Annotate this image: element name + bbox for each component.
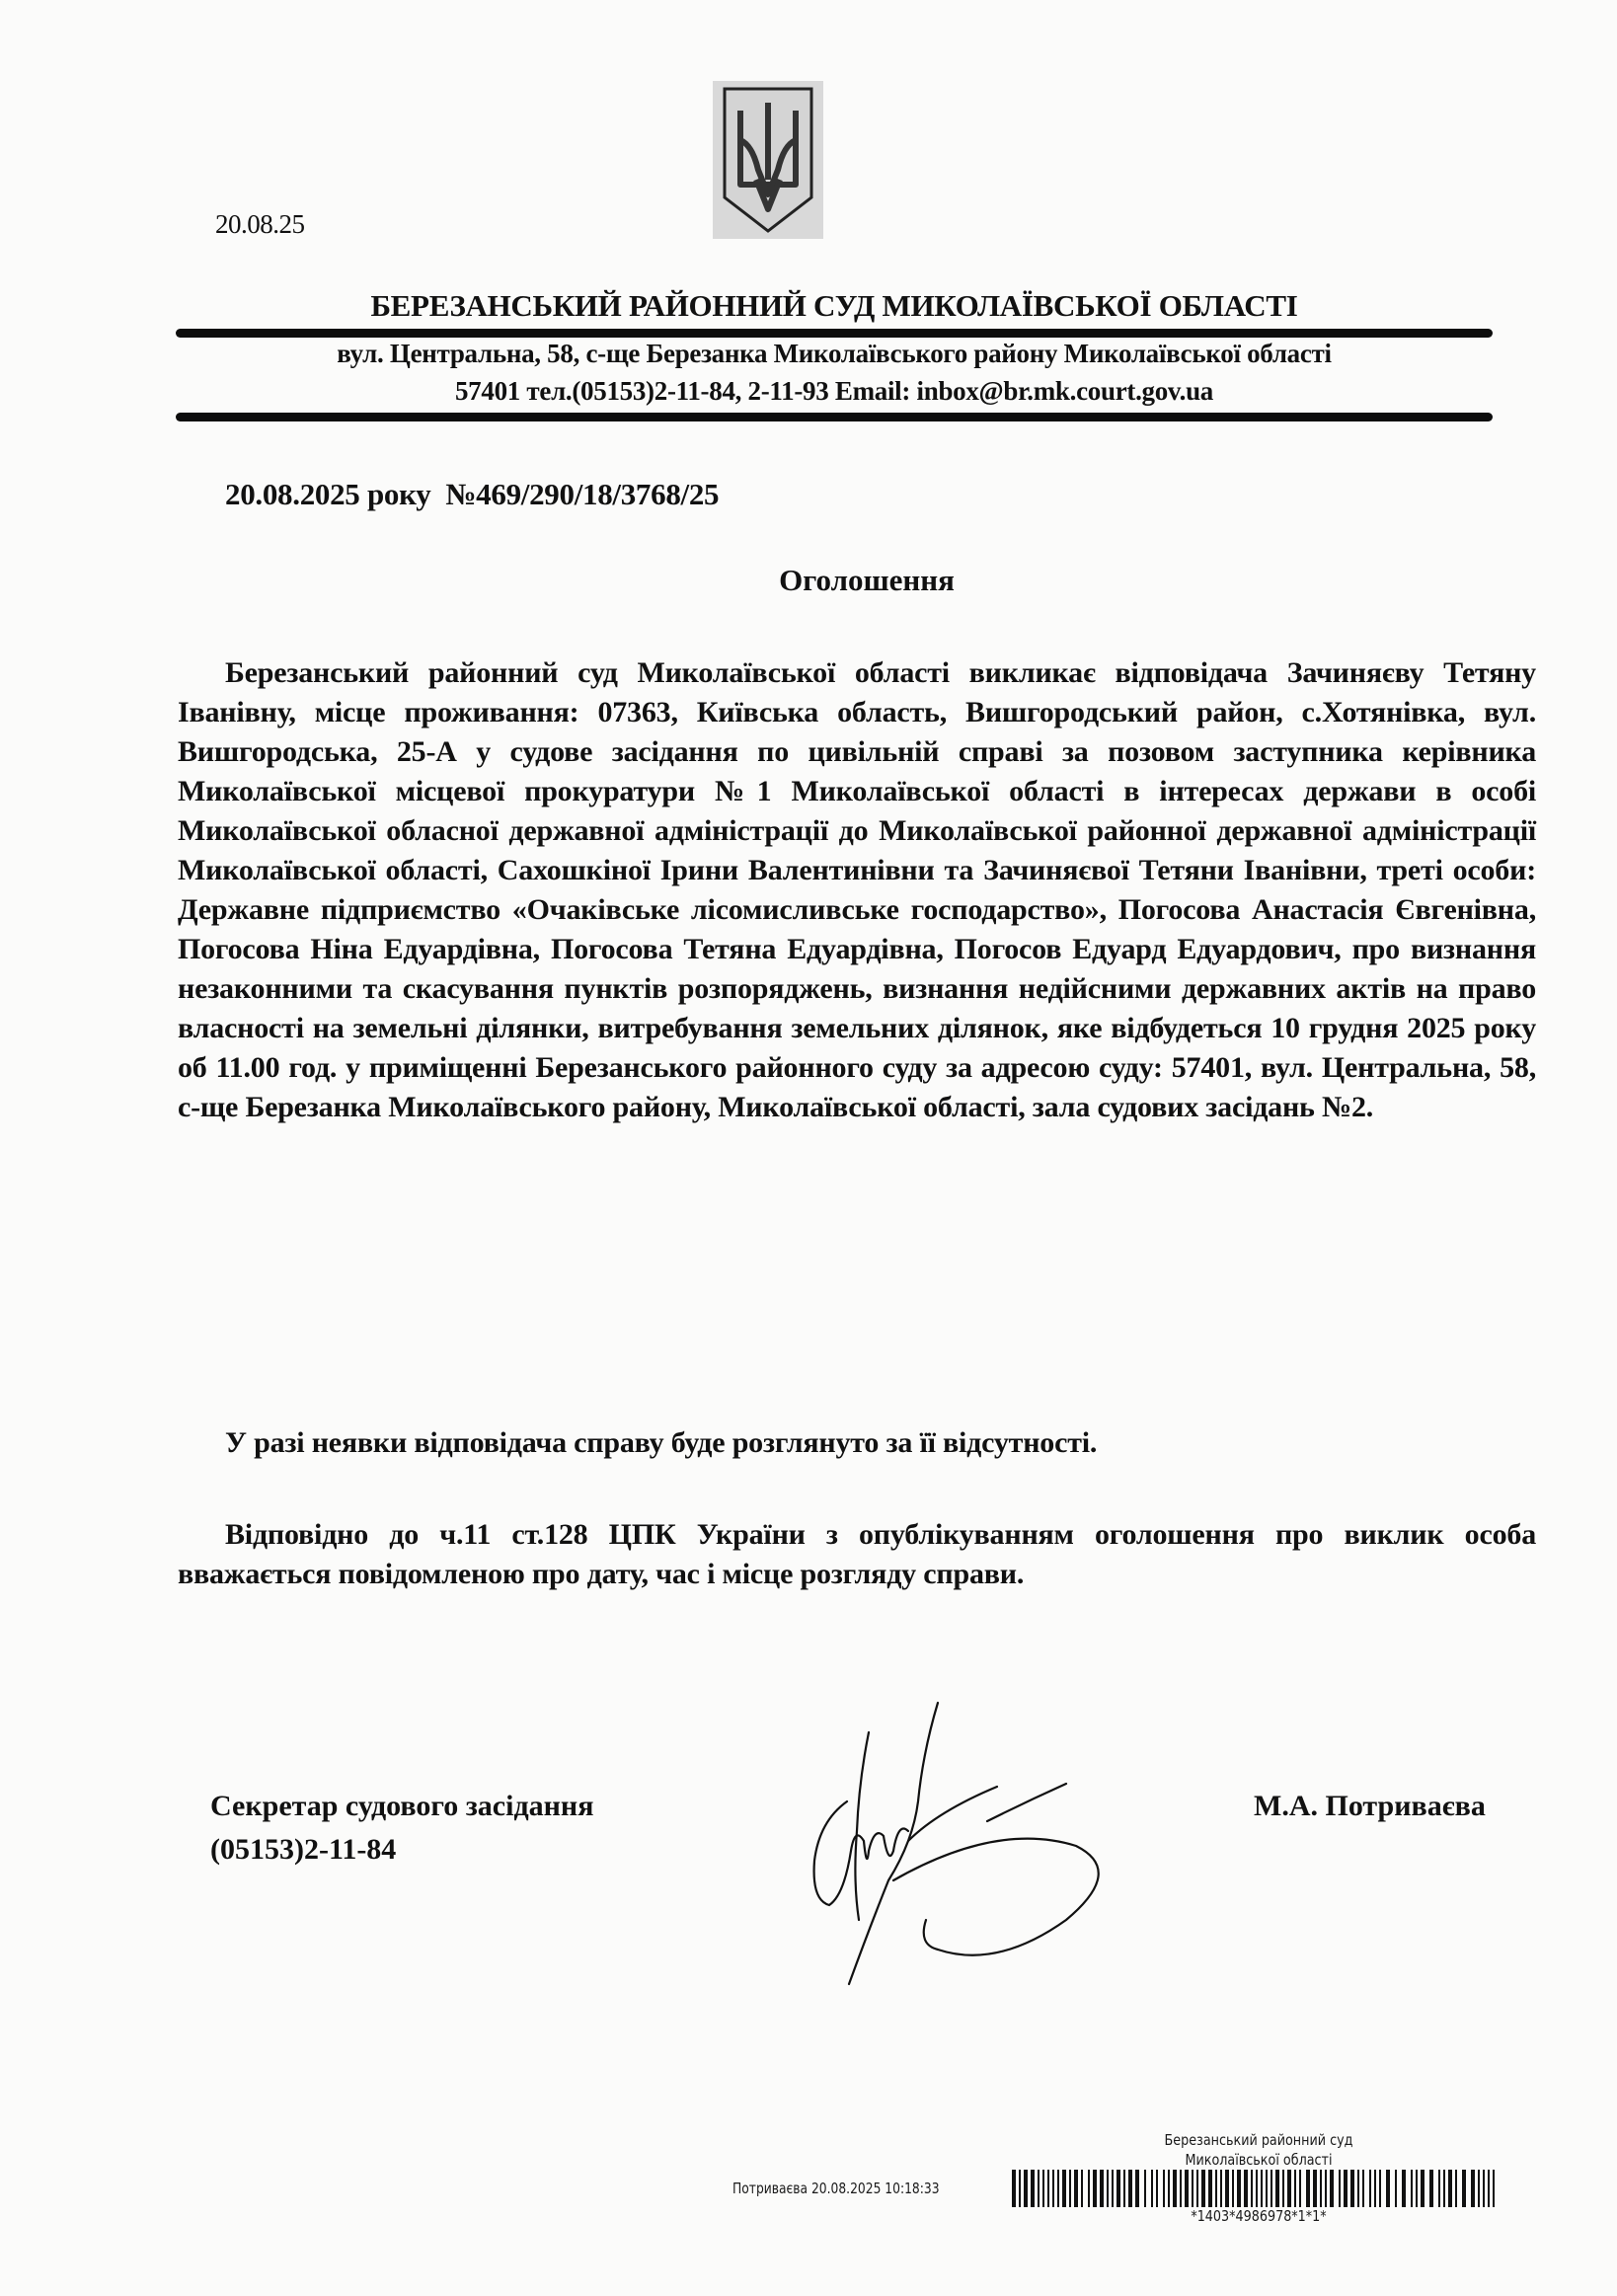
barcode-bar — [1116, 2170, 1120, 2207]
ukraine-coat-of-arms-icon — [713, 81, 823, 239]
barcode-bar — [1299, 2170, 1301, 2207]
barcode-bar — [1081, 2170, 1083, 2207]
barcode-bar — [1483, 2170, 1485, 2207]
short-date: 20.08.25 — [215, 209, 305, 239]
stamp-org-line-1: Березанський районний суд — [1164, 2131, 1353, 2149]
barcode-bar — [1429, 2170, 1433, 2207]
barcode-bar — [1074, 2170, 1078, 2207]
barcode-bar — [1093, 2170, 1097, 2207]
barcode-bar — [1471, 2170, 1475, 2207]
barcode-bar — [1168, 2170, 1170, 2207]
barcode-icon — [1012, 2170, 1503, 2207]
barcode-bar — [1173, 2170, 1177, 2207]
barcode-bar — [1031, 2170, 1035, 2207]
barcode-bar — [1185, 2170, 1189, 2207]
barcode-bar — [1287, 2170, 1291, 2207]
barcode-bar — [1135, 2170, 1139, 2207]
barcode-bar — [1057, 2170, 1059, 2207]
barcode-bar — [1266, 2170, 1268, 2207]
registration-number: №469/290/18/3768/25 — [445, 477, 720, 511]
barcode-bar — [1270, 2170, 1272, 2207]
header-divider-bottom — [176, 413, 1493, 421]
barcode-bar — [1251, 2170, 1253, 2207]
barcode-bar — [1294, 2170, 1296, 2207]
header-divider-top — [176, 329, 1493, 338]
signatory-phone: (05153)2-11-84 — [210, 1833, 397, 1866]
barcode-bar — [1019, 2170, 1021, 2207]
signatory-role-block — [210, 1785, 593, 1872]
barcode-bar — [1374, 2170, 1376, 2207]
barcode-bar — [1402, 2170, 1406, 2207]
barcode-bar — [1088, 2170, 1090, 2207]
barcode-bar — [1362, 2170, 1364, 2207]
barcode-bar — [1313, 2170, 1317, 2207]
barcode-bar — [1052, 2170, 1054, 2207]
barcode-bar — [1069, 2170, 1071, 2207]
barcode-bar — [1462, 2170, 1466, 2207]
barcode-bar — [1024, 2170, 1028, 2207]
barcode-bar — [1455, 2170, 1457, 2207]
barcode-bar — [1493, 2170, 1495, 2207]
court-address: вул. Центральна, 58, с-ще Березанка Миколаївського району Миколаївської області — [337, 339, 1332, 368]
barcode-bar — [1443, 2170, 1445, 2207]
barcode-bar — [1357, 2170, 1359, 2207]
barcode-bar — [1112, 2170, 1114, 2207]
barcode-bar — [1261, 2170, 1263, 2207]
barcode-bar — [1395, 2170, 1397, 2207]
barcode-bar — [1416, 2170, 1418, 2207]
stamp-org-line-2: Миколаївської області — [1185, 2151, 1333, 2169]
barcode-bar — [1325, 2170, 1327, 2207]
barcode-bar — [1421, 2170, 1424, 2207]
barcode-bar — [1369, 2170, 1371, 2207]
registration-line — [225, 477, 719, 512]
court-contacts: 57401 тел.(05153)2-11-84, 2-11-93 Email: inbox@br.mk.court.gov.ua — [454, 376, 1214, 406]
barcode-bar — [1344, 2170, 1348, 2207]
body-paragraph-absence: У разі неявки відповідача справу буде розглянуто за її відсутності. — [225, 1426, 1098, 1459]
barcode-bar — [1350, 2170, 1354, 2207]
barcode-bar — [1256, 2170, 1258, 2207]
barcode-bar — [1012, 2170, 1016, 2207]
barcode-bar — [1448, 2170, 1452, 2207]
document-title: Оголошення — [779, 563, 955, 597]
barcode-bar — [1232, 2170, 1234, 2207]
barcode-bar — [1047, 2170, 1049, 2207]
barcode-bar — [1330, 2170, 1334, 2207]
body-paragraph-summons: Березанський районний суд Миколаївської області викликає відповідача Зачиняєву Тетяну Іванівну, місце проживання: 07363, Київська область, Вишгородський район, с.Хотянівка, вул. Вишгородська, 25-А у судове засідання по цивільній справі за позовом заступника керівника Миколаївської місцевої прокуратури №1 Миколаївської області в інтересах держави в особі Миколаївської обласної державної адміністрації до Миколаївської районної державної адміністрації Миколаївської області, Сахошкіної Ірини Валентинівни та Зачиняєвої Тетяни Іванівни, треті особи: Державне підприємство «Очаківське лісомисливське господарство», Погосова Анастасія Євгенівна, Погосова Ніна Едуардівна, Погосова Тетяна Едуардівна, Погосов Едуард Едуардович, про визнання незаконними та скасування пунктів розпоряджень, визнання недійсними державних актів на право власності на земельні ділянки, витребування земельних ділянок, яке відбудеться 10 грудня 2025 року об 11.00 год. у приміщенні Березанського районного суду за адресою суду: 57401, вул. Центральна, 58, с-ще Березанка Миколаївського району, Миколаївської області, зала судових засідань №2. — [178, 656, 1536, 1123]
handwritten-signature-icon — [750, 1693, 1264, 1989]
barcode-bar — [1339, 2170, 1341, 2207]
barcode-bar — [1144, 2170, 1146, 2207]
barcode-bar — [1438, 2170, 1440, 2207]
barcode-bar — [1488, 2170, 1490, 2207]
signatory-name: М.А. Потриваєва — [1254, 1790, 1486, 1822]
barcode-bar — [1306, 2170, 1310, 2207]
barcode-bar — [1225, 2170, 1229, 2207]
barcode-bar — [1196, 2170, 1198, 2207]
barcode-bar — [1244, 2170, 1248, 2207]
barcode-bar — [1156, 2170, 1158, 2207]
body-paragraph-legal-basis: Відповідно до ч.11 ст.128 ЦПК України з опублікуванням оголошення про виклик особа вважається повідомленою про дату, час і місце розгляду справи. — [178, 1518, 1536, 1590]
barcode-bar — [1237, 2170, 1241, 2207]
barcode-bar — [1215, 2170, 1217, 2207]
barcode-bar — [1386, 2170, 1390, 2207]
registrar-timestamp: Потриваєва 20.08.2025 10:18:33 — [732, 2180, 940, 2197]
barcode-bar — [1192, 2170, 1194, 2207]
barcode-bar — [1208, 2170, 1212, 2207]
barcode-bar — [1379, 2170, 1381, 2207]
registration-date: 20.08.2025 року — [225, 477, 431, 511]
barcode-bar — [1220, 2170, 1222, 2207]
court-name: БЕРЕЗАНСЬКИЙ РАЙОННИЙ СУД МИКОЛАЇВСЬКОЇ ОБЛАСТІ — [370, 288, 1298, 323]
barcode-bar — [1042, 2170, 1044, 2207]
barcode-bar — [1411, 2170, 1413, 2207]
barcode-bar — [1128, 2170, 1132, 2207]
barcode-bar — [1282, 2170, 1284, 2207]
barcode-bar — [1062, 2170, 1066, 2207]
barcode-bar — [1320, 2170, 1322, 2207]
barcode-bar — [1275, 2170, 1279, 2207]
barcode-bar — [1201, 2170, 1205, 2207]
barcode-bar — [1100, 2170, 1104, 2207]
barcode-bar — [1180, 2170, 1182, 2207]
barcode-bar — [1038, 2170, 1040, 2207]
barcode-bar — [1163, 2170, 1165, 2207]
stamp-organization — [1049, 2130, 1469, 2170]
barcode-bar — [1151, 2170, 1153, 2207]
barcode-bar — [1478, 2170, 1480, 2207]
barcode-bar — [1107, 2170, 1109, 2207]
signatory-role: Секретар судового засідання — [210, 1790, 594, 1822]
barcode-bar — [1123, 2170, 1125, 2207]
barcode-code: *1403*4986978*1*1* — [1191, 2207, 1327, 2225]
